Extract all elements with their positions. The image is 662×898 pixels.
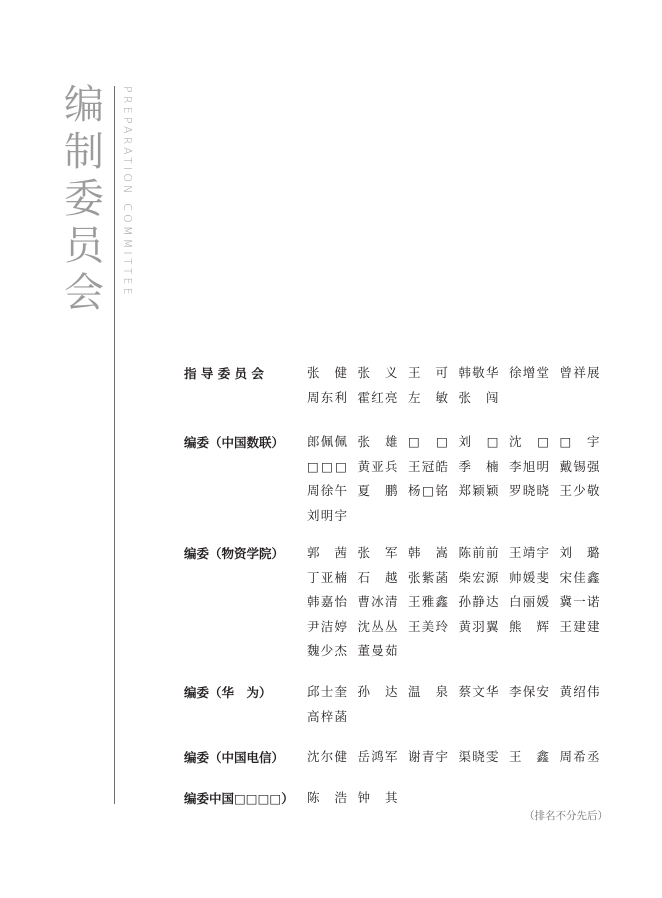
member-name: □ □ <box>408 434 448 449</box>
member-names <box>307 364 607 413</box>
member-name: 徐增堂 <box>509 365 549 380</box>
page-title <box>58 82 110 317</box>
member-name: 熊 辉 <box>509 618 549 634</box>
member-names <box>307 683 607 732</box>
member-name: 丁亚楠 <box>307 569 347 585</box>
member-name: 刘 □ <box>458 434 499 449</box>
page-subtitle: PREPARATION COMMITTEE <box>121 86 134 298</box>
member-name: 刘明宇 <box>307 507 347 523</box>
member-name: 孙静达 <box>458 594 499 609</box>
member-name: 刘 璐 <box>559 545 600 560</box>
member-name: 周东利 <box>307 389 347 405</box>
member-names <box>307 748 607 773</box>
member-name: 沈尔健 <box>307 749 347 764</box>
member-name: 渠晓雯 <box>458 749 499 764</box>
member-name: □ 宇 <box>559 434 600 449</box>
member-name: 左 敏 <box>408 389 448 405</box>
member-name: 王 可 <box>408 365 448 380</box>
committee-category: 编委（中国电信） <box>184 750 285 765</box>
member-name: 张紫菡 <box>408 569 448 585</box>
member-name: □□□ <box>307 458 347 474</box>
member-name: 张 雄 <box>357 434 398 449</box>
title-char: 员 <box>64 223 104 269</box>
title-char: 制 <box>64 129 104 175</box>
member-name: 霍红亮 <box>357 389 398 405</box>
member-name: 帅媛斐 <box>509 569 549 585</box>
member-name: 戴锡强 <box>559 458 600 474</box>
member-name: 李保安 <box>509 684 549 699</box>
member-name: 冀一诺 <box>559 594 600 609</box>
member-name: 宋佳鑫 <box>559 569 600 585</box>
member-name: 张 军 <box>357 545 398 560</box>
member-name: 高梓菡 <box>307 708 347 724</box>
member-name: 王雅鑫 <box>408 594 448 609</box>
member-names <box>307 544 607 667</box>
member-name: 杨□铭 <box>408 483 448 498</box>
member-name: 温 泉 <box>408 684 448 699</box>
member-name: 尹洁婷 <box>307 618 347 634</box>
divider-line <box>114 86 115 804</box>
member-name: 陈 浩 <box>307 790 347 805</box>
committee-category: 编委（华 为） <box>184 685 272 700</box>
member-name: 王建建 <box>559 618 600 634</box>
committee-category: 编委（物资学院） <box>184 546 285 561</box>
member-name: 王少敬 <box>559 483 600 498</box>
member-name: 黄羽翼 <box>458 618 499 634</box>
member-name: 韩 嵩 <box>408 545 448 560</box>
committee-category: 指 导 委 员 会 <box>184 366 264 381</box>
title-char: 委 <box>64 176 104 222</box>
committee-category: 编委（中国数联） <box>184 435 285 450</box>
member-name: 韩嘉怡 <box>307 594 347 609</box>
member-name: 石 越 <box>357 569 398 585</box>
member-name: 曹冰清 <box>357 594 398 609</box>
member-name: 张 闯 <box>458 389 499 405</box>
member-name: 董曼茹 <box>357 643 398 658</box>
member-name: 季 楠 <box>458 458 499 474</box>
member-name: 罗晓晓 <box>509 483 549 498</box>
member-name: 岳鸿军 <box>357 749 398 764</box>
member-name: 陈前前 <box>458 545 499 560</box>
member-name: 周希丞 <box>559 749 600 764</box>
member-name: 王美玲 <box>408 618 448 634</box>
member-name: 王靖宇 <box>509 545 549 560</box>
title-char: 编 <box>64 82 104 128</box>
member-name: 李旭明 <box>509 458 549 474</box>
member-name: 王 鑫 <box>509 749 549 764</box>
member-name: 张 义 <box>357 365 398 380</box>
member-name: 孙 达 <box>357 684 398 699</box>
member-name: 沈 □ <box>509 434 549 449</box>
member-name: 郭 茜 <box>307 545 347 560</box>
member-name: 沈丛丛 <box>357 618 398 634</box>
member-name: 魏少杰 <box>307 643 347 658</box>
member-name: 周徐午 <box>307 483 347 498</box>
member-names <box>307 433 607 531</box>
member-name: 黄亚兵 <box>357 458 398 474</box>
committee-category: 编委中国□□□□） <box>184 791 294 806</box>
member-name: 张 健 <box>307 365 347 380</box>
member-name: 蔡文华 <box>458 684 499 699</box>
member-name: 夏 鹏 <box>357 483 398 498</box>
member-name: 钟 其 <box>357 790 398 805</box>
ordering-note: （排名不分先后） <box>524 810 608 822</box>
member-name: 郎佩佩 <box>307 434 347 449</box>
member-name: 柴宏源 <box>458 569 499 585</box>
member-name: 郑颖颖 <box>458 483 499 498</box>
member-name: 王冠皓 <box>408 458 448 474</box>
member-name: 曾祥展 <box>559 365 600 380</box>
member-name: 白丽媛 <box>509 594 549 609</box>
title-char: 会 <box>64 270 104 316</box>
member-name: 邱士奎 <box>307 684 347 699</box>
member-name: 谢青宇 <box>408 749 448 764</box>
member-name: 黄绍伟 <box>559 684 600 699</box>
member-name: 韩敬华 <box>458 365 499 380</box>
